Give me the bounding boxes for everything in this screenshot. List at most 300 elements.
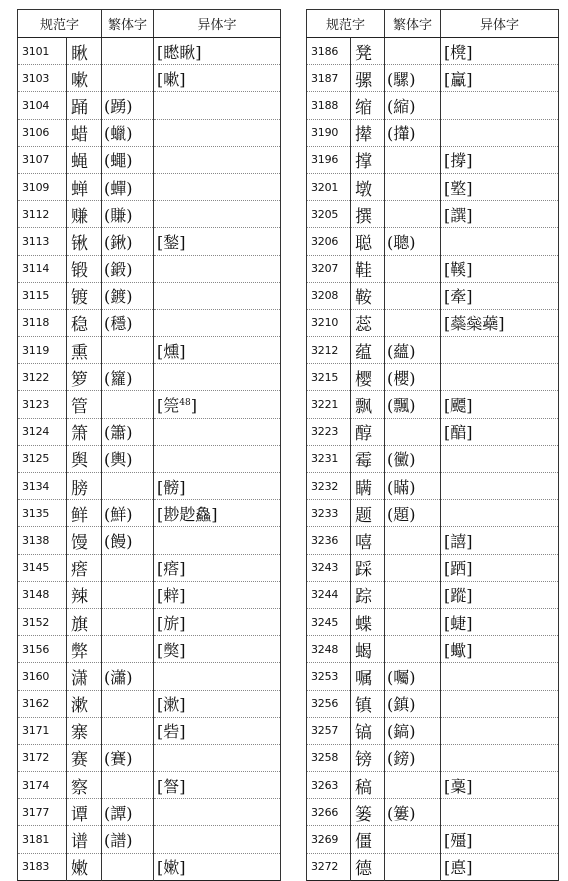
variant-char (441, 690, 559, 717)
table-row (307, 119, 559, 146)
standard-char: 镀 (67, 282, 102, 309)
table-row (18, 92, 281, 119)
standard-char: 镐 (351, 717, 385, 744)
standard-char: 蝇 (67, 146, 102, 173)
char-code: 3236 (307, 527, 351, 554)
traditional-char (102, 38, 154, 65)
variant-char: [漱] (154, 690, 281, 717)
char-code: 3177 (18, 799, 67, 826)
standard-char: 蜡 (67, 119, 102, 146)
table-row (18, 65, 281, 92)
traditional-char (385, 772, 441, 799)
table-row (18, 282, 281, 309)
traditional-char (102, 636, 154, 663)
traditional-char: (譚) (102, 799, 154, 826)
table-row (18, 119, 281, 146)
traditional-char: (踴) (102, 92, 154, 119)
standard-char: 嗽 (67, 65, 102, 92)
char-code: 3257 (307, 717, 351, 744)
char-code: 3181 (18, 826, 67, 853)
table-row (18, 146, 281, 173)
variant-char (154, 146, 281, 173)
standard-char: 镇 (351, 690, 385, 717)
char-code: 3171 (18, 717, 67, 744)
table-row (18, 337, 281, 364)
standard-char: 馒 (67, 527, 102, 554)
table-row (18, 744, 281, 771)
variant-char: [矁瞅] (154, 38, 281, 65)
traditional-char: (瞞) (385, 473, 441, 500)
traditional-char (102, 772, 154, 799)
table-row (307, 853, 559, 880)
variant-char (441, 119, 559, 146)
standard-char: 箫 (67, 418, 102, 445)
standard-char: 飘 (351, 391, 385, 418)
standard-char: 赛 (67, 744, 102, 771)
char-code: 3244 (307, 581, 351, 608)
variant-char: [嫰] (154, 853, 281, 880)
variant-char (441, 744, 559, 771)
table-row (18, 853, 281, 880)
variant-char (154, 418, 281, 445)
standard-char: 撵 (351, 119, 385, 146)
traditional-char: (輿) (102, 445, 154, 472)
traditional-char: (賽) (102, 744, 154, 771)
right-char-table (306, 9, 559, 881)
table-row (18, 391, 281, 418)
header-variant: 异体字 (154, 10, 281, 38)
char-code: 3221 (307, 391, 351, 418)
left-char-table (17, 9, 281, 881)
variant-char (154, 92, 281, 119)
traditional-char (102, 473, 154, 500)
table-row (307, 364, 559, 391)
char-code: 3215 (307, 364, 351, 391)
standard-char: 辣 (67, 581, 102, 608)
variant-char (441, 228, 559, 255)
standard-char: 锻 (67, 255, 102, 282)
standard-char: 蝉 (67, 173, 102, 200)
table-row (307, 473, 559, 500)
table-row (18, 418, 281, 445)
variant-char: [燻] (154, 337, 281, 364)
table-row (18, 500, 281, 527)
standard-char: 霉 (351, 445, 385, 472)
char-code: 3160 (18, 663, 67, 690)
char-code: 3210 (307, 309, 351, 336)
standard-char: 撑 (351, 146, 385, 173)
standard-char: 瞒 (351, 473, 385, 500)
standard-char: 漱 (67, 690, 102, 717)
variant-char: [旂] (154, 608, 281, 635)
variant-char: [譆] (441, 527, 559, 554)
table-row (18, 799, 281, 826)
traditional-char (385, 255, 441, 282)
table-row (307, 608, 559, 635)
standard-char: 醇 (351, 418, 385, 445)
char-code: 3212 (307, 337, 351, 364)
table-row (307, 717, 559, 744)
variant-char: [牽] (441, 282, 559, 309)
variant-char: [詧] (154, 772, 281, 799)
variant-char (441, 364, 559, 391)
standard-char: 篓 (351, 799, 385, 826)
variant-char: [墪] (441, 173, 559, 200)
traditional-char: (蟬) (102, 173, 154, 200)
standard-char: 聪 (351, 228, 385, 255)
char-code: 3113 (18, 228, 67, 255)
table-row (307, 772, 559, 799)
char-code: 3145 (18, 554, 67, 581)
traditional-char: (題) (385, 500, 441, 527)
char-code: 3183 (18, 853, 67, 880)
variant-char: [飃] (441, 391, 559, 418)
traditional-char (385, 527, 441, 554)
char-code: 3187 (307, 65, 351, 92)
traditional-char (385, 853, 441, 880)
traditional-char (102, 717, 154, 744)
char-code: 3152 (18, 608, 67, 635)
char-code: 3123 (18, 391, 67, 418)
variant-char (154, 799, 281, 826)
traditional-char: (縮) (385, 92, 441, 119)
standard-char: 箩 (67, 364, 102, 391)
standard-char: 墩 (351, 173, 385, 200)
char-code: 3256 (307, 690, 351, 717)
char-code: 3266 (307, 799, 351, 826)
table-row (307, 65, 559, 92)
standard-char: 嘻 (351, 527, 385, 554)
traditional-char (102, 690, 154, 717)
traditional-char (385, 173, 441, 200)
traditional-char (385, 581, 441, 608)
char-code: 3103 (18, 65, 67, 92)
table-row (307, 445, 559, 472)
char-code: 3119 (18, 337, 67, 364)
table-row (307, 581, 559, 608)
char-code: 3231 (307, 445, 351, 472)
variant-char: [殭] (441, 826, 559, 853)
variant-char (441, 663, 559, 690)
table-row (18, 201, 281, 228)
variant-char: [跴] (441, 554, 559, 581)
variant-char (441, 717, 559, 744)
traditional-char: (蠅) (102, 146, 154, 173)
variant-char (441, 500, 559, 527)
char-code: 3201 (307, 173, 351, 200)
traditional-char (102, 337, 154, 364)
table-row (307, 201, 559, 228)
variant-char: [蜨] (441, 608, 559, 635)
variant-char: [尠尟鱻] (154, 500, 281, 527)
standard-char: 锹 (67, 228, 102, 255)
char-code: 3206 (307, 228, 351, 255)
standard-char: 察 (67, 772, 102, 799)
variant-char: [稾] (441, 772, 559, 799)
variant-char: [蘂橤蘃] (441, 309, 559, 336)
traditional-char: (囑) (385, 663, 441, 690)
table-row (307, 744, 559, 771)
table-row (307, 527, 559, 554)
standard-char: 旗 (67, 608, 102, 635)
standard-char: 舆 (67, 445, 102, 472)
char-code: 3208 (307, 282, 351, 309)
char-code: 3245 (307, 608, 351, 635)
variant-char (154, 744, 281, 771)
standard-char: 题 (351, 500, 385, 527)
char-code: 3101 (18, 38, 67, 65)
table-row (18, 255, 281, 282)
char-code: 3106 (18, 119, 67, 146)
table-row (18, 38, 281, 65)
variant-char: [醕] (441, 418, 559, 445)
table-row (307, 391, 559, 418)
header-traditional: 繁体字 (385, 10, 441, 38)
table-row (18, 173, 281, 200)
variant-char (154, 309, 281, 336)
table-row (307, 799, 559, 826)
header-row (18, 10, 281, 38)
table-row (18, 636, 281, 663)
variant-char: [撐] (441, 146, 559, 173)
traditional-char (385, 608, 441, 635)
standard-char: 瘩 (67, 554, 102, 581)
traditional-char (102, 581, 154, 608)
standard-char: 踊 (67, 92, 102, 119)
standard-char: 潇 (67, 663, 102, 690)
traditional-char (102, 391, 154, 418)
variant-char (154, 826, 281, 853)
char-code: 3174 (18, 772, 67, 799)
header-row (307, 10, 559, 38)
variant-char (154, 255, 281, 282)
table-row (18, 309, 281, 336)
char-code: 3223 (307, 418, 351, 445)
table-row (307, 92, 559, 119)
traditional-char (385, 309, 441, 336)
variant-char (154, 527, 281, 554)
traditional-char (385, 554, 441, 581)
char-code: 3172 (18, 744, 67, 771)
table-row (18, 364, 281, 391)
table-row (18, 581, 281, 608)
variant-char: [蠍] (441, 636, 559, 663)
char-code: 3109 (18, 173, 67, 200)
variant-char (441, 337, 559, 364)
traditional-char: (鎮) (385, 690, 441, 717)
variant-char: [譔] (441, 201, 559, 228)
table-row (307, 146, 559, 173)
table-row (18, 527, 281, 554)
standard-char: 蝶 (351, 608, 385, 635)
traditional-char: (饅) (102, 527, 154, 554)
table-row (307, 255, 559, 282)
traditional-char: (聰) (385, 228, 441, 255)
footnote-ref: 48 (179, 398, 191, 409)
traditional-char: (賺) (102, 201, 154, 228)
standard-char: 谱 (67, 826, 102, 853)
variant-char (441, 445, 559, 472)
standard-char: 鲜 (67, 500, 102, 527)
table-row (18, 228, 281, 255)
char-code: 3272 (307, 853, 351, 880)
standard-char: 嫩 (67, 853, 102, 880)
traditional-char: (蠟) (102, 119, 154, 146)
standard-char: 凳 (351, 38, 385, 65)
char-code: 3205 (307, 201, 351, 228)
standard-char: 鞍 (351, 282, 385, 309)
table-row (18, 554, 281, 581)
traditional-char (385, 418, 441, 445)
traditional-char: (飄) (385, 391, 441, 418)
traditional-char: (籮) (102, 364, 154, 391)
table-row (18, 445, 281, 472)
table-row (307, 636, 559, 663)
char-code: 3258 (307, 744, 351, 771)
header-variant: 异体字 (441, 10, 559, 38)
standard-char: 踩 (351, 554, 385, 581)
variant-char (154, 445, 281, 472)
table-row (307, 337, 559, 364)
standard-char: 寨 (67, 717, 102, 744)
char-code: 3156 (18, 636, 67, 663)
standard-char: 骡 (351, 65, 385, 92)
standard-char: 德 (351, 853, 385, 880)
standard-char: 樱 (351, 364, 385, 391)
variant-char: [悳] (441, 853, 559, 880)
variant-char: [鍫] (154, 228, 281, 255)
variant-char (154, 119, 281, 146)
traditional-char (385, 636, 441, 663)
table-row (307, 173, 559, 200)
standard-char: 嘱 (351, 663, 385, 690)
traditional-char: (穩) (102, 309, 154, 336)
header-traditional: 繁体字 (102, 10, 154, 38)
variant-char (154, 201, 281, 228)
char-code: 3207 (307, 255, 351, 282)
traditional-char (385, 146, 441, 173)
char-code: 3196 (307, 146, 351, 173)
table-row (307, 309, 559, 336)
traditional-char (102, 554, 154, 581)
char-code: 3124 (18, 418, 67, 445)
table-row (307, 690, 559, 717)
traditional-char: (騾) (385, 65, 441, 92)
traditional-char (385, 282, 441, 309)
header-standard: 规范字 (307, 10, 385, 38)
standard-char: 稳 (67, 309, 102, 336)
traditional-char (102, 853, 154, 880)
standard-char: 膀 (67, 473, 102, 500)
standard-char: 镑 (351, 744, 385, 771)
variant-char: [櫈] (441, 38, 559, 65)
variant-char: [髈] (154, 473, 281, 500)
variant-char: [瘩] (154, 554, 281, 581)
table-row (307, 663, 559, 690)
traditional-char: (瀟) (102, 663, 154, 690)
standard-char: 蕴 (351, 337, 385, 364)
table-row (18, 717, 281, 744)
table-row (307, 554, 559, 581)
table-row (307, 500, 559, 527)
table-row (18, 826, 281, 853)
traditional-char: (鮮) (102, 500, 154, 527)
traditional-char: (鍬) (102, 228, 154, 255)
variant-char: [獘] (154, 636, 281, 663)
char-code: 3233 (307, 500, 351, 527)
variant-char: [驘] (441, 65, 559, 92)
standard-char: 撰 (351, 201, 385, 228)
traditional-char: (簫) (102, 418, 154, 445)
table-row (307, 228, 559, 255)
traditional-char: (鍛) (102, 255, 154, 282)
table-row (18, 608, 281, 635)
char-code: 3122 (18, 364, 67, 391)
traditional-char: (蘊) (385, 337, 441, 364)
standard-char: 管 (67, 391, 102, 418)
traditional-char: (簍) (385, 799, 441, 826)
standard-char: 瞅 (67, 38, 102, 65)
traditional-char (102, 608, 154, 635)
char-code: 3148 (18, 581, 67, 608)
standard-char: 缩 (351, 92, 385, 119)
variant-char (441, 92, 559, 119)
standard-char: 僵 (351, 826, 385, 853)
standard-char: 熏 (67, 337, 102, 364)
char-code: 3138 (18, 527, 67, 554)
char-code: 3104 (18, 92, 67, 119)
traditional-char: (譜) (102, 826, 154, 853)
variant-char (154, 663, 281, 690)
traditional-char (385, 38, 441, 65)
char-code: 3135 (18, 500, 67, 527)
char-code: 3263 (307, 772, 351, 799)
header-standard: 规范字 (18, 10, 102, 38)
char-code: 3188 (307, 92, 351, 119)
traditional-char (385, 201, 441, 228)
standard-char: 鞋 (351, 255, 385, 282)
char-code: 3269 (307, 826, 351, 853)
standard-char: 弊 (67, 636, 102, 663)
char-code: 3107 (18, 146, 67, 173)
variant-char (154, 282, 281, 309)
table-row (307, 418, 559, 445)
variant-char (154, 173, 281, 200)
variant-char: [筦$^{48}$] (154, 391, 281, 418)
traditional-char: (黴) (385, 445, 441, 472)
variant-char (154, 364, 281, 391)
standard-char: 赚 (67, 201, 102, 228)
char-code: 3232 (307, 473, 351, 500)
table-row (18, 772, 281, 799)
traditional-char: (櫻) (385, 364, 441, 391)
table-row (307, 826, 559, 853)
char-code: 3162 (18, 690, 67, 717)
char-code: 3114 (18, 255, 67, 282)
table-row (18, 690, 281, 717)
char-code: 3253 (307, 663, 351, 690)
variant-char: [辢] (154, 581, 281, 608)
traditional-char: (鎊) (385, 744, 441, 771)
variant-char (441, 799, 559, 826)
standard-char: 蝎 (351, 636, 385, 663)
char-code: 3248 (307, 636, 351, 663)
standard-char: 踪 (351, 581, 385, 608)
variant-char: [蹤] (441, 581, 559, 608)
char-code: 3186 (307, 38, 351, 65)
variant-char: [砦] (154, 717, 281, 744)
char-code: 3134 (18, 473, 67, 500)
